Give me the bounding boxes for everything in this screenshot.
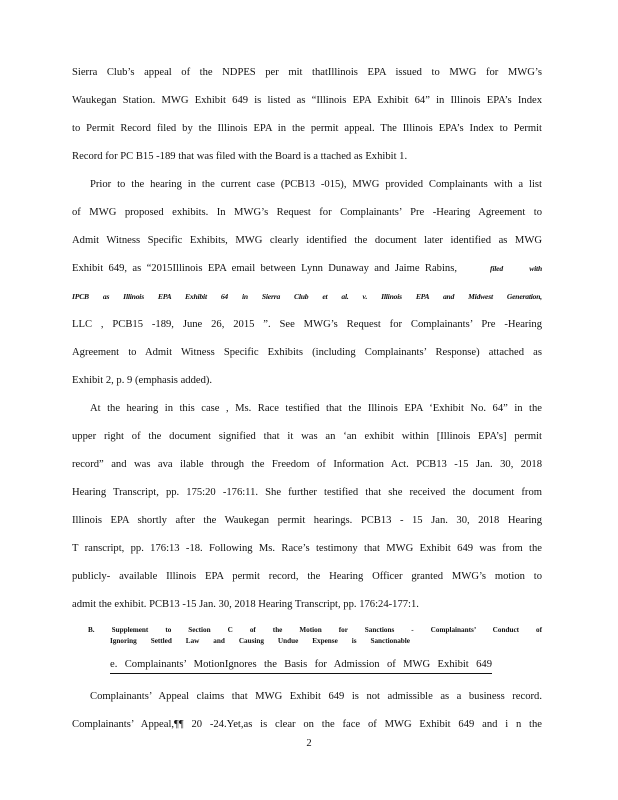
text-line: Exhibit 2, p. 9 (emphasis added). bbox=[72, 375, 213, 386]
text-line-small: filed with bbox=[490, 264, 542, 273]
text-line: Prior to the hearing in the current case (PCB13 -015), MWG provided Complainants with a list bbox=[90, 179, 542, 190]
text-line-small: IPCB as Illinois EPA Exhibit 64 in Sierra Club et al. v. Illinois EPA and Midwest Generation, bbox=[72, 292, 542, 301]
text-line: Hearing Transcript, pp. 175:20 -176:11. She further testified that she received the document from bbox=[72, 487, 542, 498]
section-heading-continued: Ignoring Settled Law and Causing Undue Expense is Sanctionable bbox=[110, 637, 410, 645]
text-line: Admit Witness Specific Exhibits, MWG clearly identified the document later identified as MWG bbox=[72, 235, 542, 246]
text-line: LLC , PCB15 -189, June 26, 2015 ”. See MWG’s Request for Complainants’ Pre -Hearing bbox=[72, 319, 542, 330]
subsection-heading: e. Complainants’ MotionIgnores the Basis for Admission of MWG Exhibit 649 bbox=[110, 658, 492, 674]
text-line: Exhibit 649, as “2015Illinois EPA email between Lynn Dunaway and Jaime Rabins, bbox=[72, 263, 457, 274]
text-line: Complainants’ Appeal claims that MWG Exhibit 649 is not admissible as a business record. bbox=[90, 691, 542, 702]
text-line: Record for PC B15 -189 that was filed with the Board is a ttached as Exhibit 1. bbox=[72, 151, 408, 162]
page-number: 2 bbox=[306, 738, 312, 749]
text-line: Complainants’ Appeal,¶¶ 20 -24.Yet,as is clear on the face of MWG Exhibit 649 and i n the bbox=[72, 719, 542, 730]
text-line: upper right of the document signified that it was an ‘an exhibit within [Illinois EPA’s] permit bbox=[72, 431, 542, 442]
text-line: Sierra Club’s appeal of the NDPES per mit thatIllinois EPA issued to MWG for MWG’s bbox=[72, 67, 542, 78]
text-line: Waukegan Station. MWG Exhibit 649 is listed as “Illinois EPA Exhibit 64” in Illinois EPA’s Index bbox=[72, 95, 542, 106]
text-line: At the hearing in this case , Ms. Race testified that the Illinois EPA ‘Exhibit No. 64” in the bbox=[90, 403, 542, 414]
text-line: Illinois EPA shortly after the Waukegan permit hearings. PCB13 - 15 Jan. 30, 2018 Hearing bbox=[72, 515, 542, 526]
section-heading: B. Supplement to Section C of the Motion for Sanctions - Complainants’ Conduct of bbox=[88, 626, 542, 634]
text-line: to Permit Record filed by the Illinois EPA in the permit appeal. The Illinois EPA’s Index to Permit bbox=[72, 123, 542, 134]
text-line: Agreement to Admit Witness Specific Exhibits (including Complainants’ Response) attached as bbox=[72, 347, 542, 358]
text-line: T ranscript, pp. 176:13 -18. Following Ms. Race’s testimony that MWG Exhibit 649 was from the bbox=[72, 543, 542, 554]
text-line: publicly- available Illinois EPA permit record, the Hearing Officer granted MWG’s motion to bbox=[72, 571, 542, 582]
text-line: record” and was ava ilable through the Freedom of Information Act. PCB13 -15 Jan. 30, 2018 bbox=[72, 459, 542, 470]
text-line: admit the exhibit. PCB13 -15 Jan. 30, 2018 Hearing Transcript, pp. 176:24-177:1. bbox=[72, 599, 419, 610]
text-line: of MWG proposed exhibits. In MWG’s Request for Complainants’ Pre -Hearing Agreement to bbox=[72, 207, 542, 218]
